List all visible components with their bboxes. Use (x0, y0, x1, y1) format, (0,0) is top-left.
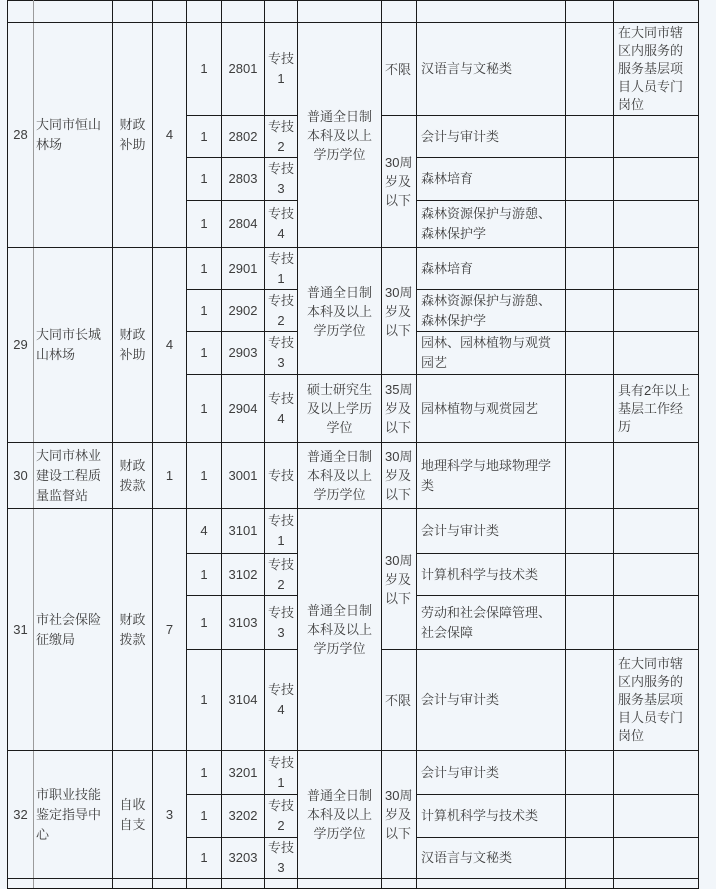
age-cell: 30周岁及以下 (382, 116, 417, 248)
unit-cell: 大同市林业建设工程质量监督站 (34, 443, 113, 509)
table-row (8, 751, 699, 795)
unit-cell: 大同市恒山林场 (34, 23, 113, 248)
blank-cell (566, 375, 614, 443)
total-cell: 4 (153, 248, 187, 443)
blank-cell (566, 554, 614, 596)
code-cell: 2903 (222, 332, 265, 375)
blank-cell (566, 751, 614, 795)
type-cell: 专技4 (265, 650, 298, 751)
total-cell: 3 (153, 751, 187, 879)
major-cell: 园林植物与观赏园艺 (417, 375, 566, 443)
major-cell: 地理科学与地球物理学类 (417, 443, 566, 509)
recruitment-positions-table (7, 0, 699, 889)
remark-cell: 在大同市辖区内服务的服务基层项目人员专门岗位 (614, 23, 699, 116)
blank-cell (566, 116, 614, 158)
major-cell: 森林资源保护与游憩、森林保护学 (417, 290, 566, 332)
age-cell (382, 1, 417, 23)
major-cell: 森林培育 (417, 248, 566, 290)
major-cell: 汉语言与文秘类 (417, 838, 566, 879)
age-cell: 30周岁及以下 (382, 751, 417, 879)
total-cell (153, 1, 187, 23)
type-cell: 专技3 (265, 158, 298, 201)
total-cell: 7 (153, 509, 187, 751)
education-cell: 普通全日制本科及以上学历学位 (298, 23, 382, 248)
major-cell: 计算机科学与技术类 (417, 795, 566, 838)
count-cell: 1 (187, 596, 222, 650)
partial-row-top (8, 1, 699, 23)
major-cell: 会计与审计类 (417, 116, 566, 158)
table-row (8, 248, 699, 290)
type-cell: 专技3 (265, 838, 298, 879)
count-cell: 1 (187, 201, 222, 248)
code-cell: 3201 (222, 751, 265, 795)
unit-cell: 大同市长城山林场 (34, 248, 113, 443)
seq-cell: 28 (8, 23, 34, 248)
funding-cell: 财政补助 (113, 248, 153, 443)
major-cell: 会计与审计类 (417, 751, 566, 795)
code-cell: 2901 (222, 248, 265, 290)
education-cell: 普通全日制本科及以上学历学位 (298, 751, 382, 879)
type-cell (265, 1, 298, 23)
age-cell: 35周岁及以下 (382, 375, 417, 443)
type-cell: 专技1 (265, 751, 298, 795)
count-cell: 1 (187, 158, 222, 201)
count-cell: 1 (187, 248, 222, 290)
code-cell (222, 879, 265, 889)
unit-cell (34, 879, 113, 889)
count-cell: 1 (187, 443, 222, 509)
unit-cell (34, 1, 113, 23)
type-cell: 专技2 (265, 290, 298, 332)
seq-cell (8, 1, 34, 23)
total-cell: 4 (153, 23, 187, 248)
remark-cell (614, 116, 699, 158)
type-cell: 专技3 (265, 332, 298, 375)
code-cell: 3101 (222, 509, 265, 554)
remark-cell: 具有2年以上基层工作经历 (614, 375, 699, 443)
type-cell: 专技4 (265, 375, 298, 443)
major-cell: 园林、园林植物与观赏园艺 (417, 332, 566, 375)
count-cell: 1 (187, 375, 222, 443)
major-cell: 劳动和社会保障管理、社会保障 (417, 596, 566, 650)
count-cell: 1 (187, 650, 222, 751)
code-cell: 2803 (222, 158, 265, 201)
education-cell: 普通全日制本科及以上学历学位 (298, 509, 382, 751)
partial-row-bottom (8, 879, 699, 889)
type-cell (265, 879, 298, 889)
blank-cell (566, 332, 614, 375)
type-cell: 专技1 (265, 248, 298, 290)
remark-cell (614, 158, 699, 201)
blank-cell (566, 201, 614, 248)
table-row (8, 443, 699, 509)
blank-cell (566, 23, 614, 116)
funding-cell: 自收自支 (113, 751, 153, 879)
code-cell: 3102 (222, 554, 265, 596)
funding-cell: 财政拨款 (113, 443, 153, 509)
age-cell: 30周岁及以下 (382, 248, 417, 375)
funding-cell: 财政补助 (113, 23, 153, 248)
code-cell: 3001 (222, 443, 265, 509)
table-row (8, 23, 699, 116)
count-cell: 1 (187, 290, 222, 332)
type-cell: 专技2 (265, 554, 298, 596)
major-cell: 会计与审计类 (417, 509, 566, 554)
major-cell: 会计与审计类 (417, 650, 566, 751)
age-cell: 不限 (382, 650, 417, 751)
total-cell (153, 879, 187, 889)
blank-cell (566, 248, 614, 290)
code-cell: 2902 (222, 290, 265, 332)
remark-cell (614, 838, 699, 879)
age-cell: 不限 (382, 23, 417, 116)
education-cell: 普通全日制本科及以上学历学位 (298, 248, 382, 375)
type-cell: 专技2 (265, 795, 298, 838)
major-cell (417, 879, 566, 889)
seq-cell: 30 (8, 443, 34, 509)
count-cell: 1 (187, 838, 222, 879)
remark-cell (614, 751, 699, 795)
remark-cell (614, 879, 699, 889)
blank-cell (566, 443, 614, 509)
count-cell: 1 (187, 751, 222, 795)
seq-cell (8, 879, 34, 889)
seq-cell: 31 (8, 509, 34, 751)
education-cell: 硕士研究生及以上学历学位 (298, 375, 382, 443)
count-cell (187, 879, 222, 889)
blank-cell (566, 290, 614, 332)
major-cell (417, 1, 566, 23)
remark-cell (614, 201, 699, 248)
blank-cell (566, 1, 614, 23)
remark-cell (614, 248, 699, 290)
code-cell (222, 1, 265, 23)
blank-cell (566, 158, 614, 201)
remark-cell (614, 596, 699, 650)
count-cell: 1 (187, 554, 222, 596)
table-row (8, 509, 699, 554)
type-cell: 专技2 (265, 116, 298, 158)
blank-cell (566, 879, 614, 889)
count-cell: 4 (187, 509, 222, 554)
code-cell: 2904 (222, 375, 265, 443)
unit-cell: 市职业技能鉴定指导中心 (34, 751, 113, 879)
code-cell: 3203 (222, 838, 265, 879)
funding-cell (113, 879, 153, 889)
remark-cell (614, 554, 699, 596)
code-cell: 3104 (222, 650, 265, 751)
count-cell (187, 1, 222, 23)
total-cell: 1 (153, 443, 187, 509)
remark-cell (614, 332, 699, 375)
blank-cell (566, 838, 614, 879)
age-cell: 30周岁及以下 (382, 443, 417, 509)
type-cell: 专技1 (265, 23, 298, 116)
remark-cell (614, 509, 699, 554)
type-cell: 专技3 (265, 596, 298, 650)
type-cell: 专技 (265, 443, 298, 509)
code-cell: 2804 (222, 201, 265, 248)
code-cell: 3103 (222, 596, 265, 650)
remark-cell: 在大同市辖区内服务的服务基层项目人员专门岗位 (614, 650, 699, 751)
code-cell: 2802 (222, 116, 265, 158)
remark-cell (614, 290, 699, 332)
major-cell: 森林培育 (417, 158, 566, 201)
count-cell: 1 (187, 116, 222, 158)
major-cell: 汉语言与文秘类 (417, 23, 566, 116)
remark-cell (614, 443, 699, 509)
count-cell: 1 (187, 332, 222, 375)
unit-cell: 市社会保险征缴局 (34, 509, 113, 751)
funding-cell (113, 1, 153, 23)
type-cell: 专技1 (265, 509, 298, 554)
blank-cell (566, 509, 614, 554)
education-cell (298, 879, 382, 889)
major-cell: 计算机科学与技术类 (417, 554, 566, 596)
funding-cell: 财政拨款 (113, 509, 153, 751)
education-cell: 普通全日制本科及以上学历学位 (298, 443, 382, 509)
education-cell (298, 1, 382, 23)
type-cell: 专技4 (265, 201, 298, 248)
blank-cell (566, 596, 614, 650)
age-cell: 30周岁及以下 (382, 509, 417, 650)
age-cell (382, 879, 417, 889)
count-cell: 1 (187, 795, 222, 838)
seq-cell: 29 (8, 248, 34, 443)
count-cell: 1 (187, 23, 222, 116)
code-cell: 2801 (222, 23, 265, 116)
blank-cell (566, 795, 614, 838)
remark-cell (614, 795, 699, 838)
blank-cell (566, 650, 614, 751)
major-cell: 森林资源保护与游憩、森林保护学 (417, 201, 566, 248)
remark-cell (614, 1, 699, 23)
seq-cell: 32 (8, 751, 34, 879)
code-cell: 3202 (222, 795, 265, 838)
